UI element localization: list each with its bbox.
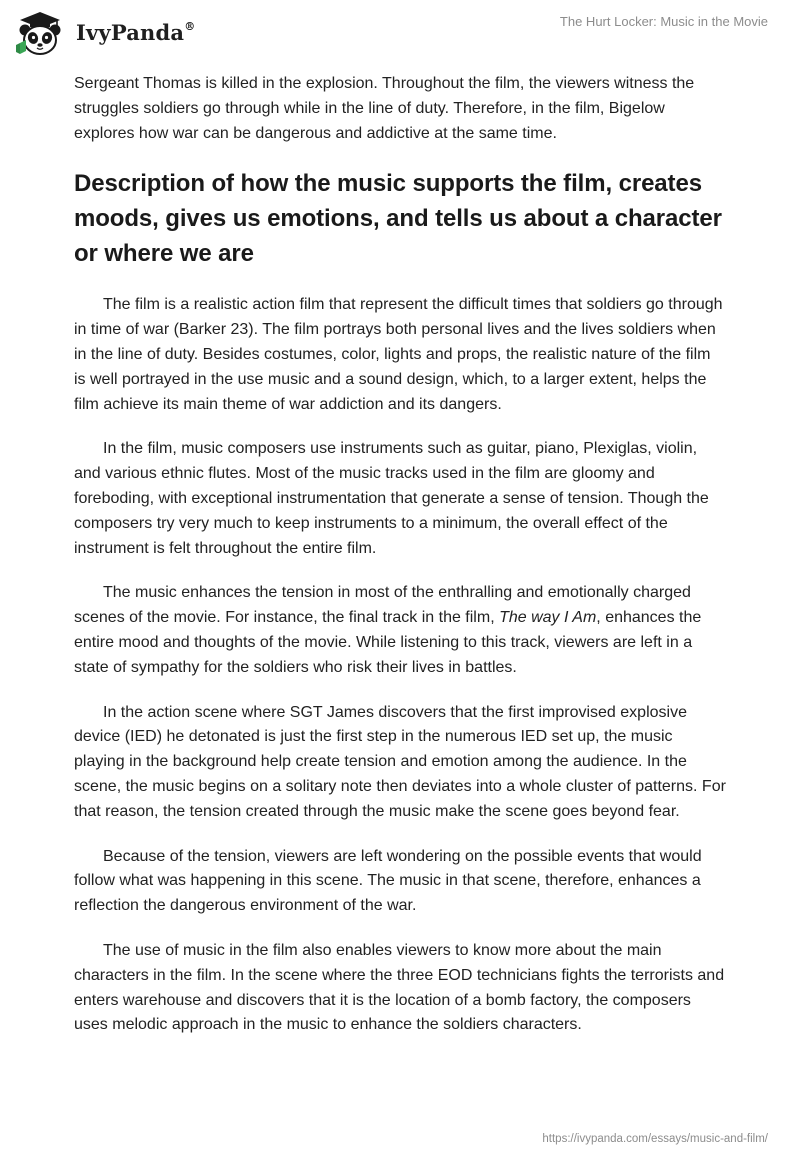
body-paragraph: In the action scene where SGT James discovers that the first improvised explosive device (IED) he detonated is just the first step in the numerous IED set up, the music playing in the background help create tension and emotion among the audience. In the scene, the music begins on a solitary note then deviates into a whole cluster of patterns. For that reason, the tension created through the music make the scene goes beyond fear. [74,703,726,820]
track-title: The way I Am [499,609,597,627]
body-paragraph: In the film, music composers use instruments such as guitar, piano, Plexiglas, violin, and various ethnic flutes. Most of the music tracks used in the film are gloomy and foreboding, with exceptional instrumentation that generate a sense of tension. Though the composers try very much to keep instruments to a minimum, the overall effect of the instrument is felt throughout the entire film. [74,440,709,557]
brand-text: IvyPanda [76,20,185,45]
body-paragraph: The use of music in the film also enables viewers to know more about the main characters in the film. In the scene where the three EOD technicians fights the terrorists and enters warehouse and discovers that it is the location of a bomb factory, the composers uses melodic approach in the music to enhance the soldiers characters. [74,941,725,1034]
document-title: The Hurt Locker: Music in the Movie [559,14,768,29]
essay-content [74,72,726,1058]
registered-mark: ® [184,20,196,33]
section-heading: Description of how the music supports the film, creates moods, gives us emotions, and tells us about a character or where we are [74,170,722,268]
panda-graduate-icon[interactable] [16,10,64,56]
paragraph-text-before: The music enhances the tension in most of the enthralling and emotionally charged scenes of the movie. For instance, the final track in the film, [74,584,691,627]
body-paragraph-music-track [74,581,726,680]
source-url-link[interactable]: https://ivypanda.com/essays/music-and-film/ [542,1133,768,1145]
body-paragraph: The film is a realistic action film that represent the difficult times that soldiers go through in time of war (Barker 23). The film portrays both personal lives and the lives soldiers when in the line of duty. Besides costumes, color, lights and props, the realistic nature of the film is well portrayed in the use music and a sound design, which, to a larger extent, helps the film achieve its main theme of war addiction and its dangers. [74,296,723,413]
brand-name[interactable] [76,20,195,45]
body-paragraph: Because of the tension, viewers are left wondering on the possible events that would follow what was happening in this scene. The music in that scene, therefore, enhances a reflection the dangerous environment of the war. [74,847,702,915]
paragraph-text-after: , enhances the entire mood and thoughts of the movie. While listening to this track, viewers are left in a state of sympathy for the soldiers who risk their lives in battles. [74,609,702,676]
intro-paragraph: Sergeant Thomas is killed in the explosion. Throughout the film, the viewers witness the struggles soldiers go through while in the line of duty. Therefore, in the film, Bigelow explores how war can be dangerous and addictive at the same time. [74,75,695,142]
page-header [0,0,800,72]
